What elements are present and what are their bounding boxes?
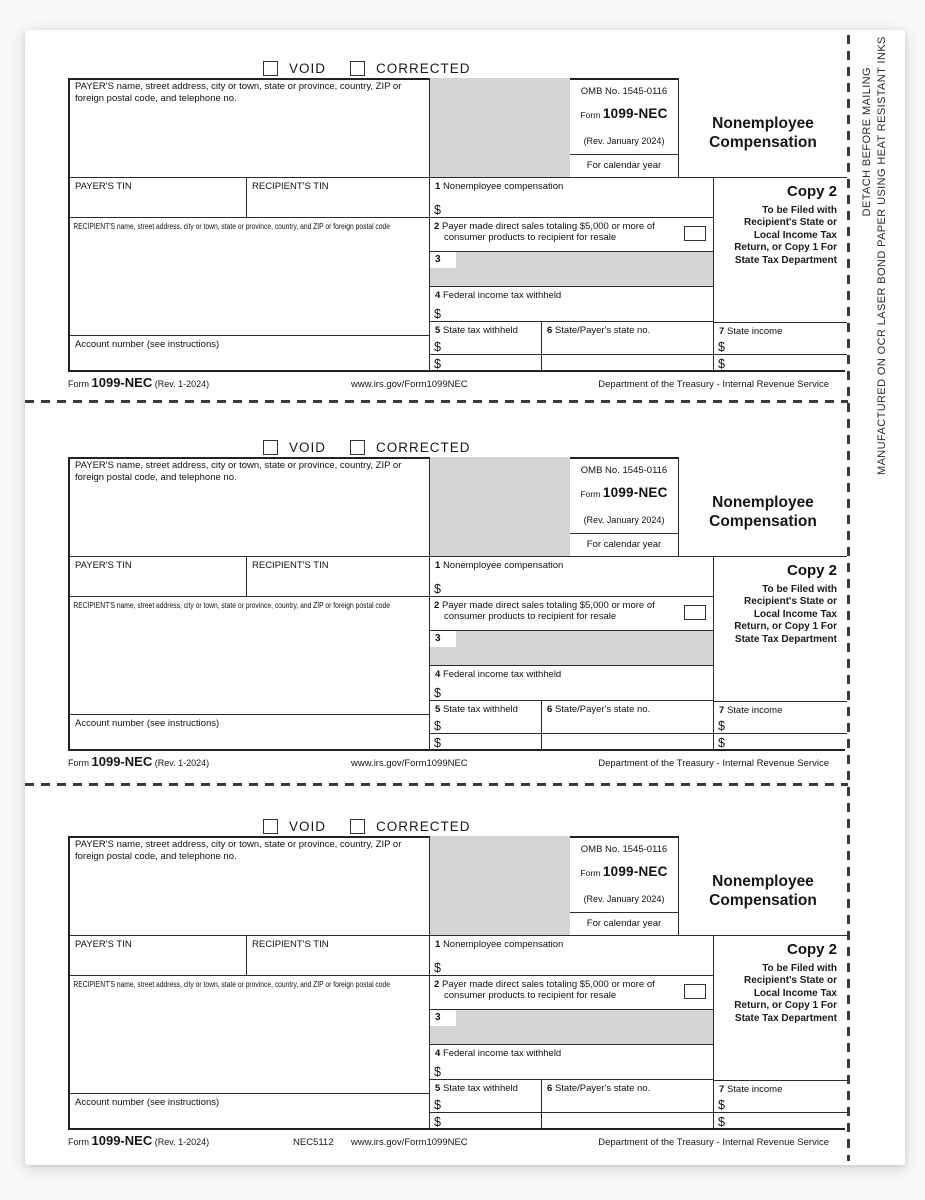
box1-nonemployee-compensation[interactable] <box>430 178 714 218</box>
box6-state-payer-no-row1[interactable] <box>542 322 714 355</box>
box4-dollar-sign: $ <box>434 306 441 321</box>
corrected-label: CORRECTED <box>376 819 471 834</box>
footer-department: Department of the Treasury - Internal Revenue Service <box>598 1137 829 1148</box>
box6-label: 6 State/Payer's state no. <box>547 1083 651 1094</box>
box4-federal-income-tax[interactable] <box>430 666 714 701</box>
manufactured-text: MANUFACTURED ON OCR LASER BOND PAPER USING HEAT RESISTANT INKS <box>875 36 888 475</box>
calendar-year-shaded-box <box>430 836 570 936</box>
omb-form-box <box>570 836 679 936</box>
form-word: Form <box>580 868 601 878</box>
box5-state-tax-row1[interactable] <box>430 701 542 734</box>
box5-state-tax-row1[interactable] <box>430 1080 542 1113</box>
box4-dollar-sign: $ <box>434 1064 441 1079</box>
box7-label: 7 State income <box>719 1084 783 1095</box>
box4-number: 4 <box>435 669 441 680</box>
box2-label: 2 Payer made direct sales totaling $5,000 or more of consumer products to recipient for resale <box>434 979 655 1001</box>
footer-revision: (Rev. 1-2024) <box>154 758 210 768</box>
perforation-line-2 <box>25 783 848 786</box>
footer-form-number: 1099-NEC <box>91 375 153 390</box>
form-title-area <box>679 836 847 936</box>
box4-dollar-sign: $ <box>434 685 441 700</box>
form-title-area <box>679 457 847 557</box>
footer-revision: (Rev. 1-2024) <box>154 1137 210 1147</box>
form-word: Form <box>580 110 601 120</box>
void-label: VOID <box>289 61 327 76</box>
box2-checkbox[interactable] <box>684 605 706 620</box>
corrected-checkbox[interactable] <box>350 819 365 834</box>
box5-state-tax-row2[interactable] <box>430 734 542 751</box>
form-title-line2: Compensation <box>709 134 817 151</box>
box5-label: 5 State tax withheld <box>435 704 518 715</box>
form-title-area <box>679 78 847 178</box>
recipient-tin-box[interactable] <box>247 178 430 218</box>
form-footer <box>68 375 845 393</box>
box7-number: 7 <box>719 705 725 716</box>
omb-number: OMB No. 1545-0116 <box>580 465 668 476</box>
footer-revision: (Rev. 1-2024) <box>154 379 210 389</box>
void-checkbox[interactable] <box>263 440 278 455</box>
revision-date: (Rev. January 2024) <box>583 136 665 146</box>
account-number-box[interactable] <box>70 1093 430 1130</box>
footer-form-id <box>68 375 209 390</box>
box2-number: 2 <box>434 600 440 611</box>
box6-label: 6 State/Payer's state no. <box>547 325 651 336</box>
revision-date: (Rev. January 2024) <box>583 894 665 904</box>
recipient-name-label: RECIPIENT'S name, street address, city or town, state or province, country, and ZIP or foreign postal code <box>73 980 391 989</box>
recipient-name-label: RECIPIENT'S name, street address, city or town, state or province, country, and ZIP or foreign postal code <box>73 601 391 610</box>
form-grid <box>68 457 845 751</box>
footer-form-id <box>68 1133 209 1148</box>
omb-form-box <box>570 457 679 557</box>
box4-federal-income-tax[interactable] <box>430 287 714 322</box>
box5-row2-dollar-sign: $ <box>434 1114 441 1129</box>
void-corrected-row <box>263 818 471 835</box>
box3-reserved <box>430 252 714 287</box>
omb-number: OMB No. 1545-0116 <box>580 844 668 855</box>
box1-number: 1 <box>435 560 441 571</box>
form-title-line2: Compensation <box>709 513 817 530</box>
copy-designation-area <box>714 557 847 701</box>
footer-irs-url: www.irs.gov/Form1099NEC <box>351 379 468 390</box>
box7-row2-dollar-sign: $ <box>718 735 725 750</box>
payer-tin-label: PAYER'S TIN <box>75 939 132 950</box>
box2-label: 2 Payer made direct sales totaling $5,000 or more of consumer products to recipient for resale <box>434 221 655 243</box>
form-number-line <box>570 866 678 880</box>
box5-label: 5 State tax withheld <box>435 1083 518 1094</box>
box1-dollar-sign: $ <box>434 202 441 217</box>
copy-heading: Copy 2 <box>786 183 837 200</box>
box7-state-income-row2[interactable] <box>714 1113 847 1130</box>
box1-label: 1 Nonemployee compensation <box>435 560 564 571</box>
form-1099nec-copy-3 <box>68 818 845 1152</box>
form-sheet <box>25 30 905 1165</box>
form-number: 1099-NEC <box>602 864 668 879</box>
recipient-name-address-box[interactable] <box>70 976 430 1093</box>
box1-dollar-sign: $ <box>434 960 441 975</box>
recipient-tin-box[interactable] <box>247 557 430 597</box>
box4-label: 4 Federal income tax withheld <box>435 1048 562 1059</box>
form-grid <box>68 78 845 372</box>
payer-name-address-box[interactable] <box>70 836 430 936</box>
payer-name-label: PAYER'S name, street address, city or town, state or province, country, ZIP or foreign postal code, and telephone no. <box>75 81 402 104</box>
form-title-line1: Nonemployee <box>712 115 814 132</box>
box2-number: 2 <box>434 221 440 232</box>
box4-number: 4 <box>435 290 441 301</box>
box6-state-payer-no-row1[interactable] <box>542 701 714 734</box>
copy-heading: Copy 2 <box>786 562 837 579</box>
copy-designation-area <box>714 178 847 322</box>
omb-number: OMB No. 1545-0116 <box>580 86 668 97</box>
box6-state-payer-no-row2[interactable] <box>542 355 714 372</box>
copy-body-text: To be Filed with Recipient's State or Local Income Tax Return, or Copy 1 For State Tax Department <box>734 962 837 1024</box>
form-grid <box>68 836 845 1130</box>
account-number-label: Account number (see instructions) <box>75 339 220 350</box>
detach-before-mailing-text: DETACH BEFORE MAILING <box>861 67 873 217</box>
box3-number: 3 <box>430 631 456 647</box>
box7-dollar-sign: $ <box>718 1097 725 1112</box>
box3-number: 3 <box>430 252 456 268</box>
box1-label: 1 Nonemployee compensation <box>435 939 564 950</box>
void-checkbox[interactable] <box>263 819 278 834</box>
box3-number: 3 <box>430 1010 456 1026</box>
recipient-name-label: RECIPIENT'S name, street address, city or town, state or province, country, and ZIP or foreign postal code <box>73 222 391 231</box>
box5-dollar-sign: $ <box>434 718 441 733</box>
form-footer <box>68 1133 845 1151</box>
box2-number: 2 <box>434 979 440 990</box>
box7-label: 7 State income <box>719 705 783 716</box>
box4-label: 4 Federal income tax withheld <box>435 290 562 301</box>
calendar-year-shaded-box <box>430 78 570 178</box>
box5-row2-dollar-sign: $ <box>434 356 441 371</box>
form-number-line <box>570 487 678 501</box>
box5-row2-dollar-sign: $ <box>434 735 441 750</box>
box1-number: 1 <box>435 181 441 192</box>
payer-tin-box[interactable] <box>70 178 247 218</box>
box6-number: 6 <box>547 325 553 336</box>
recipient-name-address-box[interactable] <box>70 597 430 714</box>
corrected-checkbox[interactable] <box>350 61 365 76</box>
footer-product-code: NEC5112 <box>293 1137 334 1148</box>
footer-department: Department of the Treasury - Internal Revenue Service <box>598 379 829 390</box>
box5-state-tax-row2[interactable] <box>430 1113 542 1130</box>
box5-number: 5 <box>435 325 441 336</box>
form-title <box>679 114 847 152</box>
box7-number: 7 <box>719 326 725 337</box>
box2-direct-sales <box>430 597 714 631</box>
box7-dollar-sign: $ <box>718 339 725 354</box>
box7-number: 7 <box>719 1084 725 1095</box>
form-title-line1: Nonemployee <box>712 494 814 511</box>
calendar-year-shaded-box <box>430 457 570 557</box>
copy-body-text: To be Filed with Recipient's State or Local Income Tax Return, or Copy 1 For State Tax Department <box>734 204 837 266</box>
box5-state-tax-row1[interactable] <box>430 322 542 355</box>
box1-dollar-sign: $ <box>434 581 441 596</box>
box6-state-payer-no-row2[interactable] <box>542 1113 714 1130</box>
box7-state-income-row2[interactable] <box>714 734 847 751</box>
form-title-line2: Compensation <box>709 892 817 909</box>
form-number-line <box>570 108 678 122</box>
form-title-line1: Nonemployee <box>712 873 814 890</box>
calendar-year-label[interactable]: For calendar year <box>570 533 678 556</box>
copy-body-text: To be Filed with Recipient's State or Local Income Tax Return, or Copy 1 For State Tax Department <box>734 583 837 645</box>
box1-nonemployee-compensation[interactable] <box>430 936 714 976</box>
box5-state-tax-row2[interactable] <box>430 355 542 372</box>
box7-state-income-row1[interactable] <box>714 701 847 734</box>
corrected-label: CORRECTED <box>376 440 471 455</box>
box7-state-income-row2[interactable] <box>714 355 847 372</box>
box5-dollar-sign: $ <box>434 1097 441 1112</box>
box2-label: 2 Payer made direct sales totaling $5,000 or more of consumer products to recipient for resale <box>434 600 655 622</box>
perforation-line-vertical <box>847 35 850 1161</box>
form-1099nec-copy-2 <box>68 439 845 773</box>
footer-form-id <box>68 754 209 769</box>
box6-number: 6 <box>547 704 553 715</box>
box5-dollar-sign: $ <box>434 339 441 354</box>
box7-dollar-sign: $ <box>718 718 725 733</box>
box1-label: 1 Nonemployee compensation <box>435 181 564 192</box>
copy-designation-area <box>714 936 847 1080</box>
account-number-label: Account number (see instructions) <box>75 1097 220 1108</box>
payer-tin-label: PAYER'S TIN <box>75 181 132 192</box>
revision-date: (Rev. January 2024) <box>583 515 665 525</box>
box4-label: 4 Federal income tax withheld <box>435 669 562 680</box>
form-footer <box>68 754 845 772</box>
form-title <box>679 872 847 910</box>
box4-number: 4 <box>435 1048 441 1059</box>
box7-row2-dollar-sign: $ <box>718 1114 725 1129</box>
footer-form-word: Form <box>68 379 89 389</box>
void-corrected-row <box>263 60 471 77</box>
void-label: VOID <box>289 819 327 834</box>
box1-number: 1 <box>435 939 441 950</box>
box2-direct-sales <box>430 218 714 252</box>
box7-state-income-row1[interactable] <box>714 1080 847 1113</box>
perforation-line-1 <box>25 400 848 403</box>
copy-heading: Copy 2 <box>786 941 837 958</box>
recipient-tin-box[interactable] <box>247 936 430 976</box>
payer-name-address-box[interactable] <box>70 78 430 178</box>
account-number-box[interactable] <box>70 335 430 372</box>
footer-form-word: Form <box>68 1137 89 1147</box>
recipient-tin-label: RECIPIENT'S TIN <box>252 560 329 571</box>
box2-checkbox[interactable] <box>684 984 706 999</box>
recipient-tin-label: RECIPIENT'S TIN <box>252 181 329 192</box>
form-title <box>679 493 847 531</box>
payer-tin-box[interactable] <box>70 936 247 976</box>
box7-row2-dollar-sign: $ <box>718 356 725 371</box>
void-corrected-row <box>263 439 471 456</box>
recipient-name-address-box[interactable] <box>70 218 430 335</box>
account-number-label: Account number (see instructions) <box>75 718 220 729</box>
box6-number: 6 <box>547 1083 553 1094</box>
form-number: 1099-NEC <box>602 106 668 121</box>
footer-irs-url: www.irs.gov/Form1099NEC <box>351 758 468 769</box>
payer-name-label: PAYER'S name, street address, city or town, state or province, country, ZIP or foreign postal code, and telephone no. <box>75 460 402 483</box>
footer-form-number: 1099-NEC <box>91 754 153 769</box>
box3-reserved <box>430 1010 714 1045</box>
omb-form-box <box>570 78 679 178</box>
payer-name-address-box[interactable] <box>70 457 430 557</box>
payer-name-label: PAYER'S name, street address, city or town, state or province, country, ZIP or foreign postal code, and telephone no. <box>75 839 402 862</box>
recipient-tin-label: RECIPIENT'S TIN <box>252 939 329 950</box>
calendar-year-label[interactable]: For calendar year <box>570 912 678 935</box>
corrected-checkbox[interactable] <box>350 440 365 455</box>
box2-direct-sales <box>430 976 714 1010</box>
box5-label: 5 State tax withheld <box>435 325 518 336</box>
corrected-label: CORRECTED <box>376 61 471 76</box>
footer-department: Department of the Treasury - Internal Revenue Service <box>598 758 829 769</box>
box7-state-income-row1[interactable] <box>714 322 847 355</box>
payer-tin-box[interactable] <box>70 557 247 597</box>
box5-number: 5 <box>435 1083 441 1094</box>
form-1099nec-copy-1 <box>68 60 845 394</box>
footer-irs-url: www.irs.gov/Form1099NEC <box>351 1137 468 1148</box>
form-word: Form <box>580 489 601 499</box>
account-number-box[interactable] <box>70 714 430 751</box>
box7-label: 7 State income <box>719 326 783 337</box>
box6-state-payer-no-row2[interactable] <box>542 734 714 751</box>
box3-reserved <box>430 631 714 666</box>
void-label: VOID <box>289 440 327 455</box>
footer-form-number: 1099-NEC <box>91 1133 153 1148</box>
payer-tin-label: PAYER'S TIN <box>75 560 132 571</box>
box4-federal-income-tax[interactable] <box>430 1045 714 1080</box>
void-checkbox[interactable] <box>263 61 278 76</box>
footer-form-word: Form <box>68 758 89 768</box>
detach-strip <box>860 36 889 475</box>
box6-state-payer-no-row1[interactable] <box>542 1080 714 1113</box>
calendar-year-label[interactable]: For calendar year <box>570 154 678 177</box>
form-number: 1099-NEC <box>602 485 668 500</box>
box1-nonemployee-compensation[interactable] <box>430 557 714 597</box>
box5-number: 5 <box>435 704 441 715</box>
box6-label: 6 State/Payer's state no. <box>547 704 651 715</box>
box2-checkbox[interactable] <box>684 226 706 241</box>
